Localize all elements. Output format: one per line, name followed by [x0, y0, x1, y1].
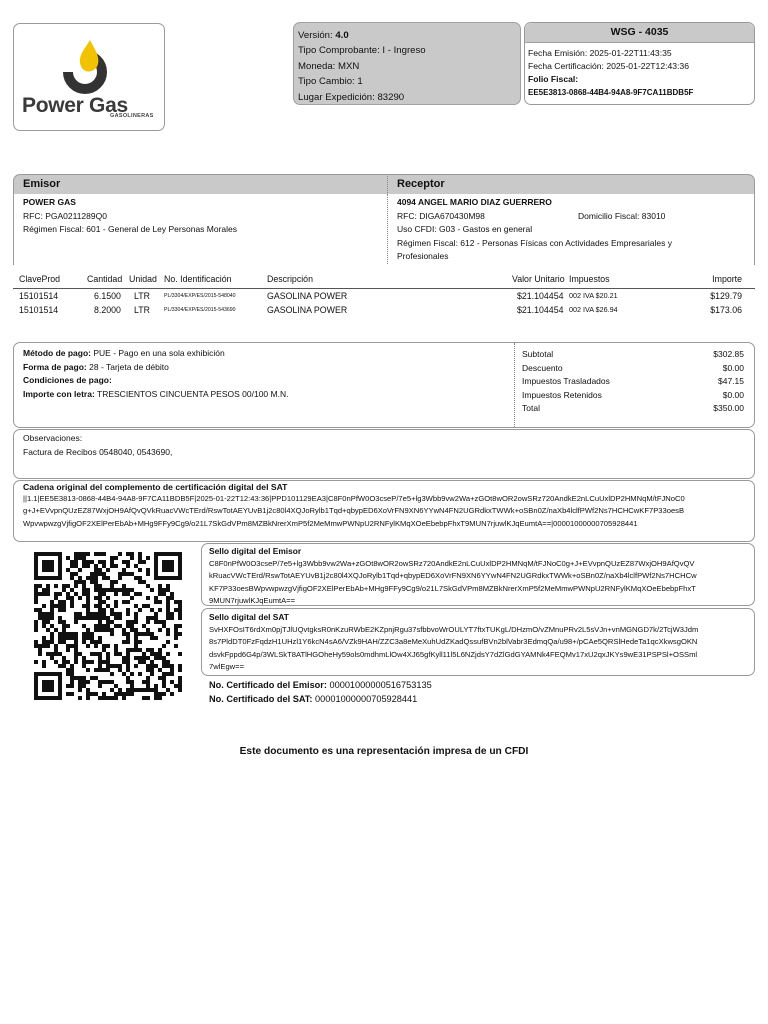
version-row: Versión: 4.0 [298, 30, 349, 41]
col-valor: Valor Unitario [512, 274, 565, 284]
col-clave: ClaveProd [19, 274, 61, 284]
cell-impuestos: 002 IVA $26.94 [569, 305, 618, 314]
cell-clave: 15101514 [19, 305, 59, 315]
observaciones-text: Factura de Recibos 0548040, 0543690, [23, 446, 173, 457]
cell-noid: PL/3304/EXP/ES/2015-548040 [164, 293, 236, 299]
cell-unidad: LTR [134, 291, 150, 301]
receptor-rfc: RFC: DIGA670430M98 [397, 210, 485, 221]
fecha-emision: Fecha Emisión: 2025-01-22T11:43:35 [528, 48, 672, 58]
col-importe: Importe [712, 274, 742, 284]
cell-importe: $129.79 [710, 291, 742, 301]
power-gas-logo-icon [62, 38, 108, 94]
folio-fiscal-value: EE5E3813-0868-44B4-94A8-9F7CA11BDB5F [528, 88, 694, 97]
footer-note: Este documento es una representación impresa de un CFDI [239, 746, 529, 757]
cell-impuestos: 002 IVA $20.21 [569, 291, 618, 300]
totals-row: Subtotal $302.85 [522, 349, 744, 359]
receptor-name: 4094 ANGEL MARIO DIAZ GUERRERO [397, 197, 552, 207]
fecha-certificacion: Fecha Certificación: 2025-01-22T12:43:36 [528, 61, 689, 71]
party-body [13, 194, 755, 265]
sello-emisor-title: Sello digital del Emisor [209, 546, 302, 556]
cadena-title: Cadena original del complemento de certificación digital del SAT [23, 482, 288, 492]
importe-letra: Importe con letra: TRESCIENTOS CINCUENTA PESOS 00/100 M.N. [23, 388, 289, 399]
sello-emisor-box [201, 543, 755, 606]
cell-importe: $173.06 [710, 305, 742, 315]
cell-unidad: LTR [134, 305, 150, 315]
cell-valor: $21.104454 [517, 291, 564, 301]
emisor-header: Emisor [23, 178, 61, 190]
totals-row: Impuestos Retenidos $0.00 [522, 389, 744, 400]
col-impuestos: Impuestos [569, 274, 610, 284]
col-descripcion: Descripción [267, 274, 313, 284]
folio-fiscal-label: Folio Fiscal: [528, 74, 579, 84]
cell-valor: $21.104454 [517, 305, 564, 315]
col-unidad: Unidad [129, 274, 157, 284]
forma-pago: Forma de pago: 28 - Tarjeta de débito [23, 361, 169, 372]
col-noid: No. Identificación [164, 274, 232, 284]
receptor-uso: Uso CFDI: G03 - Gastos en general [397, 224, 533, 234]
cell-descripcion: GASOLINA POWER [267, 305, 348, 315]
logo-subtitle: GASOLINERAS [110, 113, 154, 119]
version-box [293, 22, 521, 105]
cell-cantidad: 8.2000 [94, 305, 121, 315]
totals-row: Descuento $0.00 [522, 362, 744, 373]
condiciones-pago: Condiciones de pago: [23, 375, 112, 385]
emisor-rfc: RFC: PGA0211289Q0 [23, 210, 107, 221]
cadena-original-box [13, 480, 755, 542]
sello-sat-text: SvHXFOsIT6rdXm0pjTJlUQvtgksR0nKzuRWbE2KZpnjRgu37sfbbvoWrOULYT7ftxTUKgL/DHzmO/vZMnuPRv2L5sVJn+vnMGNGD7k/2TcjW3Jdm8s7PldDT0FzFqdzH1UHzl1Y6kcN4sA6/VZk9HAH/ZZC3a8eMeXuhUdZKadQssufBVn2blVabr3EdmqQa/u98+/pCAe5QRSlHedeTa1qcXkwsgOKNdsvkFppd6G4p/3WLSkT8ATlHGOheHy59ols0mdhmLlOw4XJ65gfKyll11l5L6NZjdsY7dZlGdGYAMNk4FEQMv17xU2qxJKYs9wE31PSPSl+OSSml7wlEgw== [209, 625, 699, 672]
totals-row: Total $350.00 [522, 403, 744, 413]
receptor-regimen-1: Régimen Fiscal: 612 - Personas Físicas con Actividades Empresariales y [397, 237, 672, 248]
observaciones-box [13, 429, 755, 479]
sello-sat-box [201, 608, 755, 676]
payment-box [13, 342, 755, 428]
party-header [13, 174, 755, 194]
certificado-emisor: No. Certificado del Emisor: 00001000000516753135 [209, 680, 432, 690]
metodo-pago: Método de pago: PUE - Pago en una sola exhibición [23, 348, 225, 358]
receptor-header: Receptor [397, 178, 445, 190]
qr-code [33, 548, 183, 704]
receptor-domicilio: Domicilio Fiscal: 83010 [578, 210, 666, 221]
emisor-regimen: Régimen Fiscal: 601 - General de Ley Personas Morales [23, 224, 238, 234]
cell-clave: 15101514 [19, 291, 59, 301]
lugar-expedicion: Lugar Expedición: 83290 [298, 91, 405, 103]
tipo-cambio: Tipo Cambio: 1 [298, 76, 363, 88]
items-table [0, 274, 768, 334]
logo-wordmark: Power Gas [22, 94, 128, 117]
invoice-number: WSG - 4035 [525, 23, 754, 43]
moneda: Moneda: MXN [298, 60, 360, 72]
col-cantidad: Cantidad [87, 274, 123, 284]
certificado-sat: No. Certificado del SAT: 00001000000705928441 [209, 694, 418, 704]
sello-sat-title: Sello digital del SAT [209, 612, 289, 622]
cadena-text: ||1.1|EE5E3813-0868-44B4-94A8-9F7CA11BDB5F|2025-01-22T12:43:36|PPD101129EA3|C8F0nPfW0O3cseP/7e5+lg3Wbb9vw2Wa+zGOt8wOR2owSRz720AndkE2nLCuUxlDP2HMNqM/tFJNoC0g+J+EVvpnQUzEZ87WxjOH9AfQvQVkRuacVWcTErd/RswTotAEYUvB1j2c80l4XQJoRylb1Tqd+qbypED6XoVrFN9XN6YYwN4FN2UGRdkxTWWk+oSBn0Z/naXb4lclfPWf2Ns7HCHCwKF7P33oesBWpvwpwzgVjfigOF2XElPerEbAb+MHg9FFy9Cg9/o21L7SkGdVPm8MZBkNrerXmP5f2MeMmwPWNpU2RNFylKMqXOeEbebpFhxT9MUN7rjuwlKJqEumtA==|00001000000705928441 [23, 494, 685, 528]
folio-box [524, 22, 755, 105]
cell-descripcion: GASOLINA POWER [267, 291, 348, 301]
sello-emisor-text: C8F0nPfW0O3cseP/7e5+lg3Wbb9vw2Wa+zGOt8wOR2owSRz720AndkE2nLCuUxlDP2HMNqM/tFJNoC0g+J+EVvpnQUzEZ87WxjOH9AfQvQVkRuacVWcTErd/RswTotAEYUvB1j2c80l4XQJoRylb1Tqd+qbypED6XoVrFN9XN6YYwN4FN2UGRdkxTWWk+oSBn0Z/naXb4lclfPWf2Ns7HCHCwKF7P33oesBWpvwpwzgVjfigOF2XElPerEbAb+MHg9FFy9Cg9/o21L7SkGdVPm8MZBkNrerXmP5f2MeMmwPWNpU2RNFylKMqXOeEbebpFhxT9MUN7rjuwlKJqEumtA== [209, 559, 697, 606]
totals-row: Impuestos Trasladados $47.15 [522, 376, 744, 386]
receptor-regimen-2: Profesionales [397, 251, 449, 261]
tipo-comprobante: Tipo Comprobante: I - Ingreso [298, 45, 426, 57]
observaciones-label: Observaciones: [23, 433, 83, 443]
cell-noid: PL/3304/EXP/ES/2015-543690 [164, 307, 236, 313]
cell-cantidad: 6.1500 [94, 291, 121, 301]
emisor-name: POWER GAS [23, 197, 76, 207]
